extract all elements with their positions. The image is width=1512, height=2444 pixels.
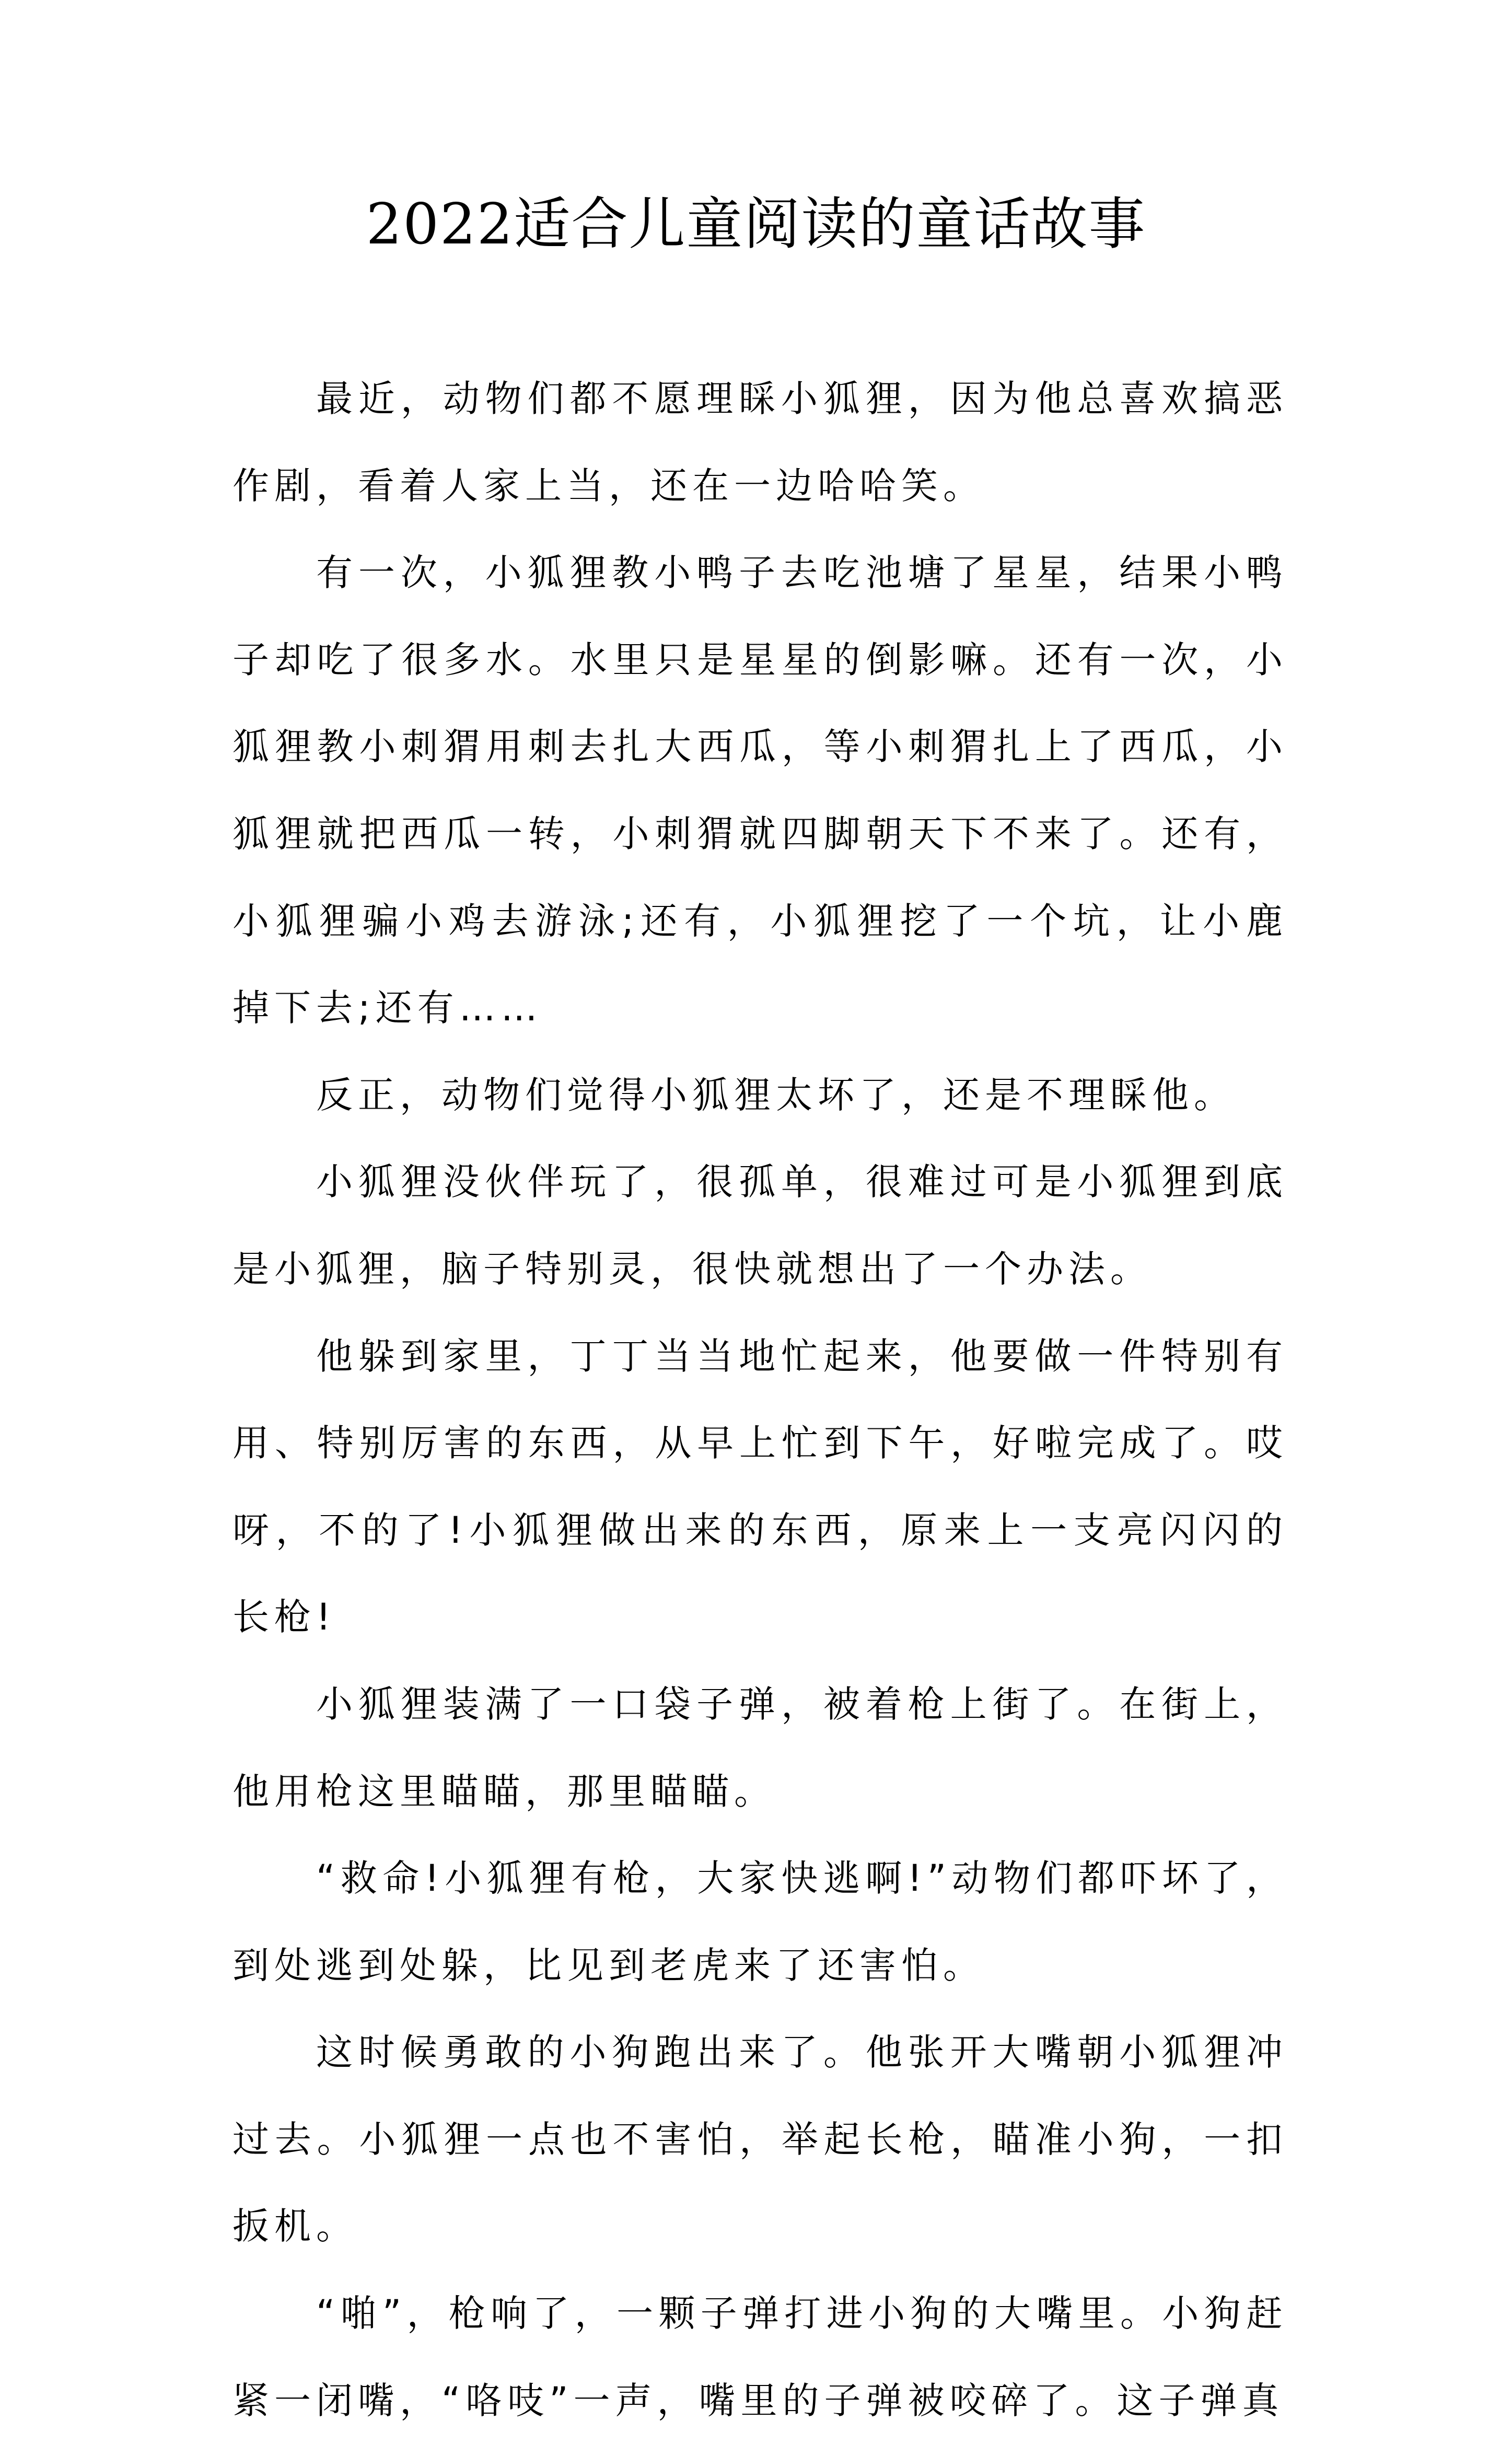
paragraph: 小狐狸装满了一口袋子弹，被着枪上街了。在街上，他用枪这里瞄瞄，那里瞄瞄。	[232, 1682, 1288, 1813]
paragraph: “啪”，枪响了，一颗子弹打进小狗的大嘴里。小狗赶紧一闭嘴，“咯吱”一声，嘴里的子弹被咬碎了。这子弹真	[232, 2292, 1288, 2422]
document-title: 2022适合儿童阅读的童话故事	[366, 192, 1146, 257]
paragraph: 有一次，小狐狸教小鸭子去吃池塘了星星，结果小鸭子却吃了很多水。水里只是星星的倒影嘛。还有一次，小狐狸教小刺猬用刺去扎大西瓜，等小刺猬扎上了西瓜，小狐狸就把西瓜一转，小刺猬就四脚朝天下不来了。还有，小狐狸骗小鸡去游泳;还有，小狐狸挖了一个坑，让小鹿掉下去;还有……	[232, 551, 1288, 1030]
paragraph: 最近，动物们都不愿理睬小狐狸，因为他总喜欢搞恶作剧，看着人家上当，还在一边哈哈笑。	[232, 377, 1288, 507]
paragraph: 这时候勇敢的小狗跑出来了。他张开大嘴朝小狐狸冲过去。小狐狸一点也不害怕，举起长枪，瞄准小狗，一扣扳机。	[232, 2031, 1288, 2248]
document-body	[232, 355, 1288, 2444]
paragraph: “救命!小狐狸有枪，大家快逃啊!”动物们都吓坏了，到处逃到处躲，比见到老虎来了还害怕。	[232, 1857, 1288, 1987]
paragraph: 小狐狸没伙伴玩了，很孤单，很难过可是小狐狸到底是小狐狸，脑子特别灵，很快就想出了一个办法。	[232, 1160, 1288, 1290]
paragraph: 反正，动物们觉得小狐狸太坏了，还是不理睬他。	[316, 1073, 1236, 1116]
paragraph: 他躲到家里，丁丁当当地忙起来，他要做一件特别有用、特别厉害的东西，从早上忙到下午，好啦完成了。哎呀，不的了!小狐狸做出来的东西，原来上一支亮闪闪的长枪!	[232, 1334, 1288, 1639]
